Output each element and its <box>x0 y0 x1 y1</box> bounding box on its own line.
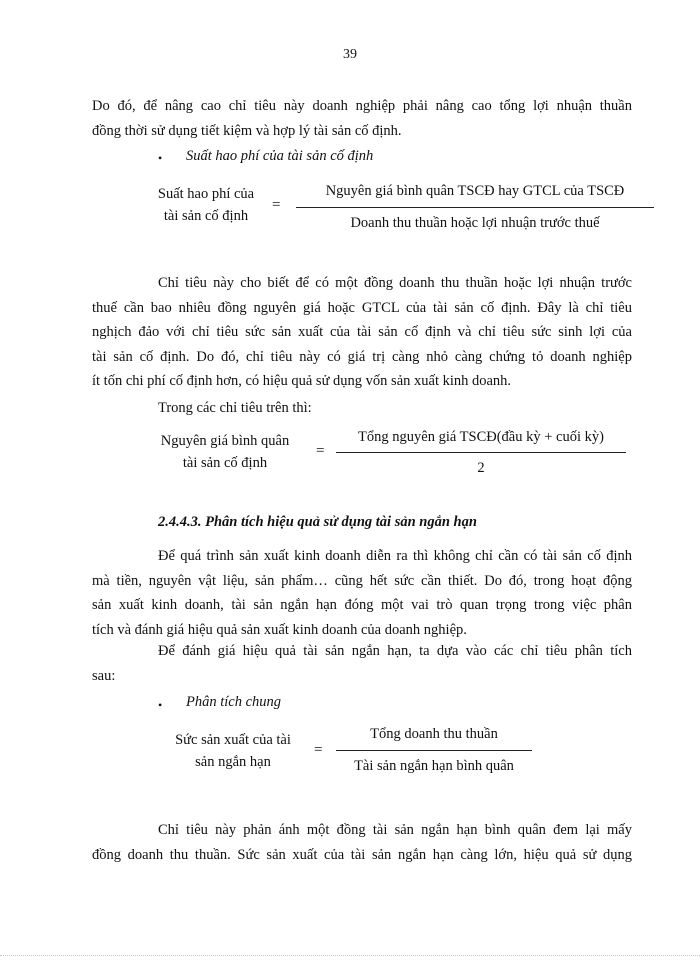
equals-sign: = <box>314 742 323 758</box>
fraction-bar <box>296 207 654 208</box>
closing-paragraph <box>92 818 632 867</box>
text-line: đồng doanh thu thuần. Sức sản xuất của tài sản ngắn hạn càng lớn, hiệu quả sử dụng <box>92 846 632 863</box>
fraction-bar <box>336 750 532 751</box>
formula-numerator: Nguyên giá bình quân TSCĐ hay GTCL của TSCĐ <box>325 183 625 199</box>
formula-label-line: tài sản cố định <box>163 208 249 224</box>
text-line: sản xuất kinh doanh, tài sản ngắn hạn đóng một vai trò quan trọng trong việc phân <box>92 597 632 613</box>
formula-label-line: Nguyên giá bình quân <box>160 433 290 449</box>
section-paragraph <box>92 544 632 642</box>
text-line: tài sản cố định. Do đó, chỉ tiêu này có giá trị càng nhỏ càng chứng tỏ doanh nghiệp <box>92 348 632 365</box>
equals-sign: = <box>316 443 325 459</box>
formula-denominator: 2 <box>477 460 485 476</box>
text-line: tích và đánh giá hiệu quả sản xuất kinh doanh của doanh nghiệp. <box>92 621 467 638</box>
text-line: nghịch đảo với chỉ tiêu sức sản xuất của tài sản cố định và chỉ tiêu sức sinh lợi của <box>92 324 632 340</box>
formula-label-line: Suất hao phí của <box>157 186 255 202</box>
intro-paragraph <box>92 94 632 143</box>
text-line: ít tốn chi phí cố định hơn, có hiệu quả sử dụng vốn sản xuất kinh doanh. <box>92 373 512 389</box>
lead-in-text: Trong các chỉ tiêu trên thì: <box>158 400 312 416</box>
text-line: mà tiền, nguyên vật liệu, sản phẩm… cũng hết sức cần thiết. Do đó, trong hoạt động <box>92 572 632 589</box>
text-line: đồng thời sử dụng tiết kiệm và hợp lý tài sản cố định. <box>92 122 402 139</box>
text-line: Để đánh giá hiệu quả tài sản ngắn hạn, ta dựa vào các chỉ tiêu phân tích <box>158 643 632 659</box>
formula-label-line: sản ngắn hạn <box>195 754 271 770</box>
formula-label <box>150 430 300 474</box>
text-line: Để quá trình sản xuất kinh doanh diễn ra thì không chỉ cần có tài sản cố định <box>158 548 632 564</box>
text-line: Chỉ tiêu này cho biết để có một đồng doanh thu thuần hoặc lợi nhuận trước <box>158 275 632 291</box>
formula-label-line: Sức sản xuất của tài <box>175 732 291 748</box>
bullet-heading: Suất hao phí của tài sản cố định <box>186 148 374 164</box>
text-line: Chỉ tiêu này phản ánh một đồng tài sản ngắn hạn bình quân đem lại mấy <box>158 822 632 838</box>
text-line: thuế cần bao nhiêu đồng nguyên giá hoặc GTCL của tài sản cố định. Đây là chỉ tiêu <box>92 299 632 316</box>
fraction-bar <box>336 452 626 453</box>
formula-label <box>160 729 306 773</box>
bullet-heading: Phân tích chung <box>186 694 282 710</box>
text-line: sau: <box>92 667 116 684</box>
text-line: Do đó, để nâng cao chỉ tiêu này doanh nghiệp phải nâng cao tổng lợi nhuận thuần <box>92 98 632 114</box>
formula-denominator: Tài sản ngắn hạn bình quân <box>354 758 514 774</box>
criteria-paragraph <box>92 639 632 688</box>
bullet-dot: • <box>158 151 163 165</box>
explanation-paragraph <box>92 271 632 394</box>
formula-label <box>136 183 276 227</box>
page-bottom-border <box>0 955 700 956</box>
formula-denominator: Doanh thu thuần hoặc lợi nhuận trước thuế <box>350 215 600 231</box>
equals-sign: = <box>272 197 281 213</box>
formula-numerator: Tổng doanh thu thuần <box>370 726 498 742</box>
bullet-dot: • <box>158 698 163 712</box>
formula-label-line: tài sản cố định <box>182 455 268 471</box>
formula-numerator: Tổng nguyên giá TSCĐ(đầu kỳ + cuối kỳ) <box>358 429 604 445</box>
section-heading: 2.4.4.3. Phân tích hiệu quả sử dụng tài sản ngắn hạn <box>158 514 477 530</box>
page-number: 39 <box>343 47 357 62</box>
